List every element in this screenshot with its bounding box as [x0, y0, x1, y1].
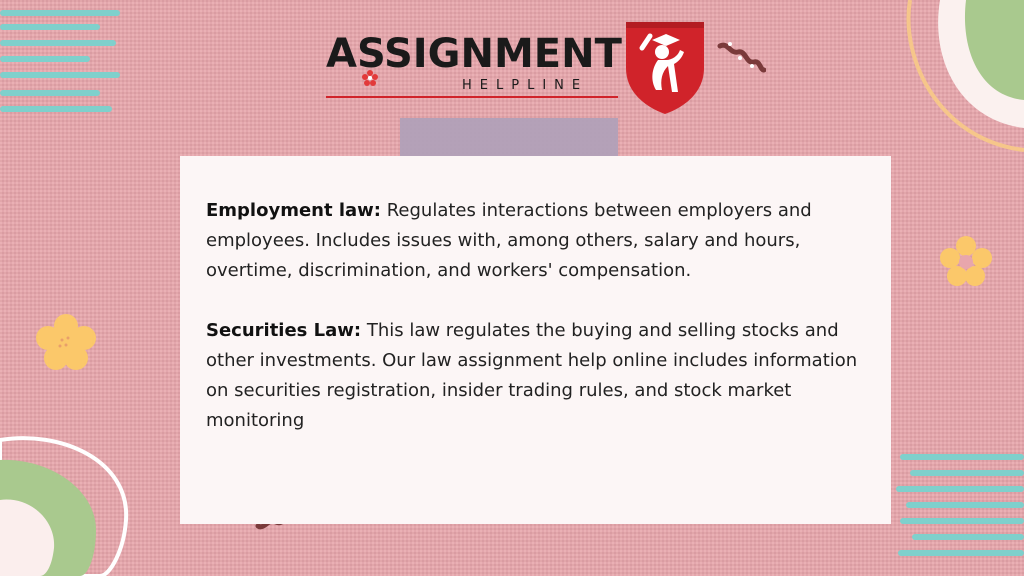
employment-law-term: Employment law: — [206, 200, 381, 221]
assignment-helpline-logo[interactable] — [326, 18, 716, 118]
securities-law-text: This law regulates the buying and selling stocks and other investments. Our law assignment help online includes information on securities registration, insider trading rules, and stock market monitoring — [206, 320, 858, 431]
shield-icon — [622, 18, 708, 116]
squiggle-icon-top — [716, 40, 766, 76]
employment-law-text: Regulates interactions between employers and employees. Includes issues with, among others, salary and hours, overtime, discrimination, and workers' compensation. — [206, 200, 812, 281]
decorative-blob-top-right — [880, 0, 1024, 160]
flower-icon-right — [940, 236, 992, 286]
content-card — [180, 156, 891, 524]
decorative-blob-bottom-left — [0, 430, 140, 576]
securities-law-paragraph — [206, 316, 866, 436]
logo-underline — [326, 96, 618, 98]
logo-wordmark: ASSIGNMENT — [326, 31, 622, 77]
logo-subtitle: HELPLINE — [462, 78, 589, 93]
card-content — [206, 196, 866, 466]
securities-law-term: Securities Law: — [206, 320, 362, 341]
flower-icon-left — [36, 314, 96, 370]
employment-law-paragraph — [206, 196, 866, 286]
